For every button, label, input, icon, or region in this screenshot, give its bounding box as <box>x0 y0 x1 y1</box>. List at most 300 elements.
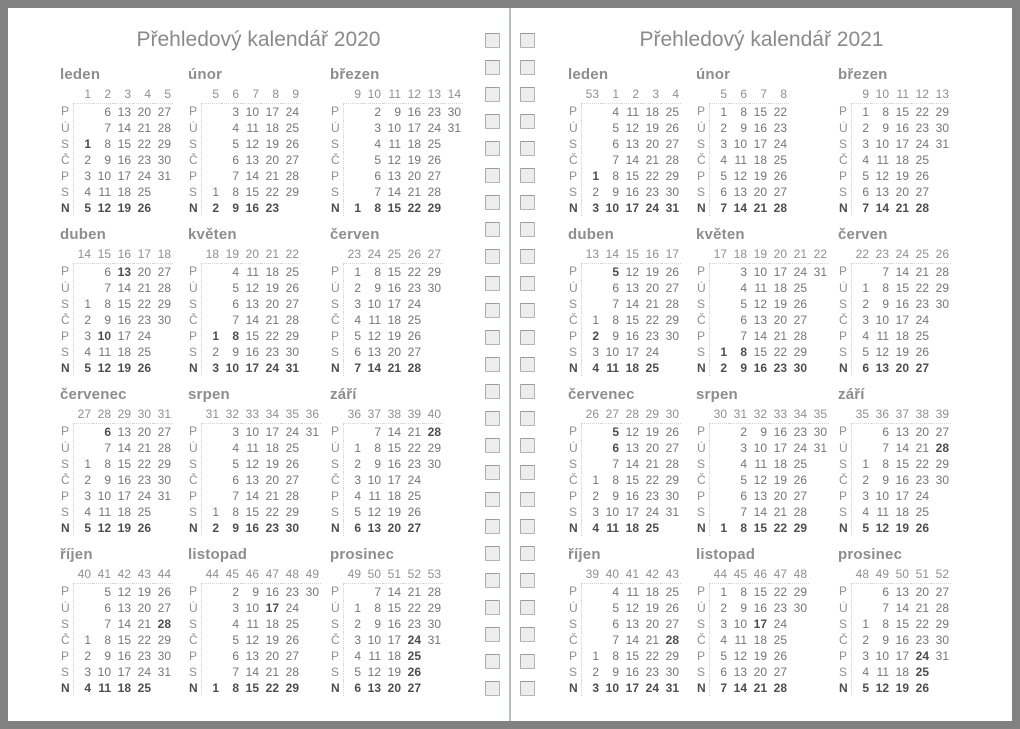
binding-hole <box>485 681 500 696</box>
day-cell: 17 <box>387 296 401 311</box>
day-row <box>838 632 951 648</box>
day-cell <box>423 296 443 312</box>
day-row <box>568 120 681 136</box>
day-row <box>330 136 463 152</box>
day-cell: 3 <box>862 136 869 151</box>
day-cell <box>789 616 809 632</box>
binding-hole <box>485 87 500 102</box>
day-row <box>838 296 951 312</box>
week-number: 30 <box>709 405 729 423</box>
week-row-corner <box>696 85 709 103</box>
day-cell: 18 <box>387 488 401 503</box>
week-number: 5 <box>153 85 173 103</box>
day-cell: 19 <box>645 424 659 439</box>
day-row <box>696 200 789 216</box>
day-cell: 11 <box>98 184 111 199</box>
week-number: 49 <box>301 565 321 583</box>
day-cell <box>301 600 321 616</box>
day-cell: 15 <box>753 520 767 535</box>
day-cell: 8 <box>232 504 239 519</box>
day-cell: 17 <box>265 104 279 119</box>
day-cell: 4 <box>612 104 619 119</box>
week-number: 5 <box>709 85 729 103</box>
day-row <box>838 520 951 536</box>
day-row <box>330 280 443 296</box>
month-table <box>188 565 321 696</box>
day-cell: 13 <box>245 152 259 167</box>
day-cell: 1 <box>720 520 727 535</box>
weekday-label: P <box>838 263 851 280</box>
day-cell: 16 <box>245 344 259 359</box>
day-cell <box>301 504 321 520</box>
month-name: květen <box>188 226 237 243</box>
weekday-label: P <box>60 328 73 344</box>
weekday-label: P <box>330 168 343 184</box>
day-cell: 15 <box>895 456 909 471</box>
day-cell <box>931 664 951 680</box>
month-block-červenec <box>568 386 696 546</box>
weekday-label: S <box>60 504 73 520</box>
day-cell: 19 <box>407 152 421 167</box>
day-cell: 25 <box>427 136 441 151</box>
day-cell: 29 <box>427 440 441 455</box>
day-cell: 4 <box>232 120 239 135</box>
day-row <box>330 664 443 680</box>
day-cell: 9 <box>882 296 889 311</box>
week-number-row <box>60 565 173 583</box>
weekday-label: S <box>188 296 201 312</box>
day-cell: 28 <box>157 120 171 135</box>
month-name: červenec <box>60 386 127 403</box>
week-number: 29 <box>641 405 661 423</box>
day-cell: 13 <box>895 584 909 599</box>
day-cell: 24 <box>773 136 787 151</box>
day-cell: 2 <box>354 616 361 631</box>
day-row <box>188 328 301 344</box>
day-cell: 9 <box>882 632 889 647</box>
day-cell <box>809 312 829 328</box>
week-number-row <box>188 405 321 423</box>
month-name: říjen <box>60 546 93 563</box>
week-row-corner <box>188 405 201 423</box>
day-cell: 26 <box>407 504 421 519</box>
day-cell: 18 <box>265 616 279 631</box>
day-row <box>838 456 951 472</box>
day-cell: 7 <box>232 312 239 327</box>
week-number: 25 <box>383 245 403 263</box>
day-cell: 17 <box>117 664 131 679</box>
week-number: 28 <box>93 405 113 423</box>
day-cell: 7 <box>374 184 381 199</box>
day-row <box>188 280 301 296</box>
day-cell: 18 <box>753 152 767 167</box>
day-cell: 2 <box>720 600 727 615</box>
day-cell: 4 <box>592 520 599 535</box>
day-cell <box>201 280 221 296</box>
day-row <box>568 296 681 312</box>
day-cell: 3 <box>84 664 91 679</box>
day-cell: 12 <box>875 520 889 535</box>
weekday-label: S <box>188 184 201 200</box>
weekday-label: S <box>568 296 581 312</box>
day-cell: 26 <box>915 168 929 183</box>
day-row <box>188 360 301 376</box>
day-cell: 3 <box>592 344 599 359</box>
week-number: 7 <box>241 85 261 103</box>
week-row-corner <box>330 85 343 103</box>
day-cell: 23 <box>773 600 787 615</box>
day-row <box>568 200 681 216</box>
weekday-label: S <box>188 664 201 680</box>
weekday-label: S <box>696 456 709 472</box>
day-cell: 19 <box>265 136 279 151</box>
day-cell: 13 <box>733 184 747 199</box>
day-cell: 6 <box>862 360 869 375</box>
day-cell: 4 <box>862 504 869 519</box>
day-row <box>696 648 809 664</box>
day-cell: 24 <box>137 664 151 679</box>
day-cell <box>73 263 93 280</box>
binding-hole <box>485 600 500 615</box>
day-cell: 5 <box>720 648 727 663</box>
day-cell: 14 <box>753 504 767 519</box>
day-cell: 4 <box>84 680 91 695</box>
day-row <box>838 200 951 216</box>
day-row <box>568 312 681 328</box>
week-number: 27 <box>601 405 621 423</box>
day-cell: 16 <box>895 120 909 135</box>
binding-hole <box>485 330 500 345</box>
weekday-label: Č <box>696 632 709 648</box>
day-cell: 16 <box>265 584 279 599</box>
day-row <box>330 263 443 280</box>
day-cell: 17 <box>117 168 131 183</box>
day-row <box>568 456 681 472</box>
day-row <box>838 616 951 632</box>
day-cell: 30 <box>427 280 441 295</box>
day-cell: 10 <box>367 472 381 487</box>
day-cell <box>301 664 321 680</box>
day-cell: 17 <box>265 600 279 615</box>
week-number: 8 <box>261 85 281 103</box>
day-cell: 4 <box>592 360 599 375</box>
day-row <box>696 456 829 472</box>
day-cell: 28 <box>793 504 807 519</box>
weekday-label: P <box>330 103 343 120</box>
week-number-row <box>188 245 301 263</box>
day-cell <box>201 120 221 136</box>
day-cell <box>73 600 93 616</box>
weekday-label: S <box>568 344 581 360</box>
day-cell: 24 <box>285 424 299 439</box>
day-cell: 31 <box>813 264 827 279</box>
month-block-únor <box>696 66 838 226</box>
day-row <box>188 120 301 136</box>
day-cell: 5 <box>104 584 111 599</box>
weekday-label: Č <box>330 312 343 328</box>
day-row <box>188 168 301 184</box>
day-cell: 27 <box>773 664 787 679</box>
day-cell: 15 <box>387 600 401 615</box>
day-cell: 21 <box>915 600 929 615</box>
day-row <box>838 488 951 504</box>
day-cell: 29 <box>665 472 679 487</box>
day-cell: 18 <box>895 504 909 519</box>
day-cell: 8 <box>104 456 111 471</box>
day-cell: 4 <box>232 616 239 631</box>
day-cell: 29 <box>427 264 441 279</box>
day-cell: 28 <box>427 424 441 439</box>
day-cell: 18 <box>625 520 639 535</box>
week-number: 6 <box>729 85 749 103</box>
week-number: 40 <box>73 565 93 583</box>
weekday-label: Ú <box>838 600 851 616</box>
day-row <box>330 520 443 536</box>
day-cell: 1 <box>592 312 599 327</box>
day-cell: 14 <box>245 664 259 679</box>
week-number: 50 <box>891 565 911 583</box>
day-row <box>838 152 951 168</box>
week-number: 1 <box>73 85 93 103</box>
day-cell: 1 <box>862 104 869 119</box>
day-cell: 22 <box>645 648 659 663</box>
day-cell: 13 <box>245 648 259 663</box>
day-cell: 4 <box>612 584 619 599</box>
day-row <box>568 360 681 376</box>
day-cell: 4 <box>84 504 91 519</box>
day-cell: 21 <box>915 440 929 455</box>
day-cell: 16 <box>625 184 639 199</box>
month-table <box>330 85 463 216</box>
day-cell: 27 <box>773 184 787 199</box>
weekday-label: Č <box>568 632 581 648</box>
day-cell: 25 <box>137 184 151 199</box>
day-row <box>188 488 321 504</box>
day-cell: 6 <box>882 424 889 439</box>
day-cell <box>581 632 601 648</box>
day-cell: 31 <box>665 680 679 695</box>
day-cell: 13 <box>753 488 767 503</box>
day-cell: 21 <box>753 680 767 695</box>
weekday-label: Ú <box>60 280 73 296</box>
day-cell <box>423 344 443 360</box>
week-number: 42 <box>641 565 661 583</box>
day-cell: 28 <box>773 200 787 215</box>
day-cell <box>201 600 221 616</box>
weekday-label: P <box>696 328 709 344</box>
day-cell: 15 <box>387 200 401 215</box>
week-number: 53 <box>581 85 601 103</box>
weekday-label: N <box>696 680 709 696</box>
week-number: 43 <box>661 565 681 583</box>
day-row <box>696 344 829 360</box>
day-cell: 3 <box>862 648 869 663</box>
weekday-label: S <box>568 136 581 152</box>
day-cell: 10 <box>875 312 889 327</box>
day-cell: 30 <box>935 632 949 647</box>
day-cell: 10 <box>225 360 239 375</box>
weekday-label: N <box>60 520 73 536</box>
week-number: 38 <box>911 405 931 423</box>
day-cell: 27 <box>915 360 929 375</box>
week-number: 41 <box>93 565 113 583</box>
day-cell: 15 <box>117 136 131 151</box>
weekday-label: Č <box>568 472 581 488</box>
week-number: 26 <box>403 245 423 263</box>
day-cell: 25 <box>645 360 659 375</box>
day-cell: 1 <box>212 680 219 695</box>
day-row <box>838 664 951 680</box>
week-number: 30 <box>661 405 681 423</box>
day-row <box>188 664 321 680</box>
day-cell: 7 <box>232 168 239 183</box>
day-row <box>330 360 443 376</box>
day-cell: 15 <box>625 168 639 183</box>
day-cell: 12 <box>367 504 381 519</box>
weekday-label: S <box>568 616 581 632</box>
day-cell: 1 <box>84 456 91 471</box>
day-cell: 17 <box>625 344 639 359</box>
weekday-label: P <box>838 648 851 664</box>
day-cell: 26 <box>915 344 929 359</box>
day-row <box>330 504 443 520</box>
weekday-label: Ú <box>188 120 201 136</box>
week-number-row <box>838 245 951 263</box>
month-name: červen <box>838 226 888 243</box>
day-cell: 19 <box>117 360 131 375</box>
day-row <box>838 472 951 488</box>
weekday-label: S <box>838 136 851 152</box>
day-cell: 9 <box>760 424 767 439</box>
week-row-corner <box>330 405 343 423</box>
day-cell: 8 <box>232 680 239 695</box>
day-cell <box>809 520 829 536</box>
day-cell: 14 <box>625 456 639 471</box>
day-cell: 14 <box>387 424 401 439</box>
day-cell: 1 <box>862 456 869 471</box>
day-cell: 1 <box>212 504 219 519</box>
month-name: prosinec <box>838 546 903 563</box>
week-number-row <box>696 85 789 103</box>
day-cell: 3 <box>354 632 361 647</box>
weekday-label: Ú <box>60 440 73 456</box>
day-cell: 15 <box>117 456 131 471</box>
day-cell: 17 <box>117 488 131 503</box>
day-cell: 12 <box>245 632 259 647</box>
month-name: březen <box>838 66 888 83</box>
week-number: 33 <box>241 405 261 423</box>
day-cell: 21 <box>407 424 421 439</box>
week-row-corner <box>330 565 343 583</box>
weekday-label: S <box>188 344 201 360</box>
day-cell: 29 <box>427 200 441 215</box>
day-cell: 22 <box>915 280 929 295</box>
day-cell: 14 <box>895 600 909 615</box>
day-cell: 6 <box>354 680 361 695</box>
day-row <box>568 648 681 664</box>
day-cell: 26 <box>137 520 151 535</box>
day-cell: 24 <box>407 472 421 487</box>
day-cell: 18 <box>387 648 401 663</box>
day-cell: 21 <box>265 312 279 327</box>
day-cell: 28 <box>935 600 949 615</box>
weekday-label: P <box>838 583 851 600</box>
day-cell <box>201 632 221 648</box>
day-cell: 23 <box>137 152 151 167</box>
day-cell: 14 <box>117 440 131 455</box>
day-cell: 1 <box>720 584 727 599</box>
weekday-label: P <box>330 328 343 344</box>
day-cell: 14 <box>245 312 259 327</box>
week-number-row <box>330 405 443 423</box>
day-cell: 13 <box>117 424 131 439</box>
day-cell <box>423 520 443 536</box>
day-cell: 4 <box>720 632 727 647</box>
day-row <box>696 600 809 616</box>
day-cell: 20 <box>895 184 909 199</box>
month-block-leden <box>60 66 188 226</box>
day-cell: 2 <box>212 520 219 535</box>
weekday-label: N <box>330 200 343 216</box>
day-cell <box>789 664 809 680</box>
day-cell: 10 <box>245 600 259 615</box>
day-row <box>330 488 443 504</box>
day-row <box>838 680 951 696</box>
month-block-září <box>330 386 470 546</box>
day-row <box>60 280 173 296</box>
day-cell: 22 <box>645 312 659 327</box>
day-cell <box>931 504 951 520</box>
day-row <box>60 120 173 136</box>
day-cell: 27 <box>665 616 679 631</box>
day-cell: 10 <box>733 136 747 151</box>
weekday-label: Č <box>838 472 851 488</box>
month-block-prosinec <box>838 546 978 706</box>
day-cell: 28 <box>285 664 299 679</box>
week-number: 13 <box>931 85 951 103</box>
day-cell <box>931 360 951 376</box>
day-cell: 17 <box>895 648 909 663</box>
day-cell: 30 <box>157 472 171 487</box>
weekday-label: S <box>60 136 73 152</box>
day-cell: 29 <box>157 456 171 471</box>
day-row <box>60 664 173 680</box>
day-cell: 7 <box>882 600 889 615</box>
weekday-label: P <box>838 168 851 184</box>
week-row-corner <box>838 85 851 103</box>
day-cell: 26 <box>665 120 679 135</box>
day-cell: 1 <box>354 440 361 455</box>
weekday-label: Č <box>330 632 343 648</box>
day-cell: 5 <box>354 328 361 343</box>
day-cell: 12 <box>97 200 111 215</box>
day-cell: 2 <box>862 472 869 487</box>
day-cell: 2 <box>354 456 361 471</box>
day-cell: 9 <box>374 616 381 631</box>
day-cell: 15 <box>117 632 131 647</box>
week-number: 11 <box>891 85 911 103</box>
binding-hole <box>485 465 500 480</box>
week-number: 14 <box>73 245 93 263</box>
day-row <box>838 263 951 280</box>
day-cell: 11 <box>876 152 889 167</box>
month-name: leden <box>60 66 101 83</box>
month-table <box>188 245 301 376</box>
week-number-row <box>188 565 321 583</box>
day-cell: 20 <box>753 664 767 679</box>
day-cell <box>153 344 173 360</box>
week-number: 46 <box>749 565 769 583</box>
